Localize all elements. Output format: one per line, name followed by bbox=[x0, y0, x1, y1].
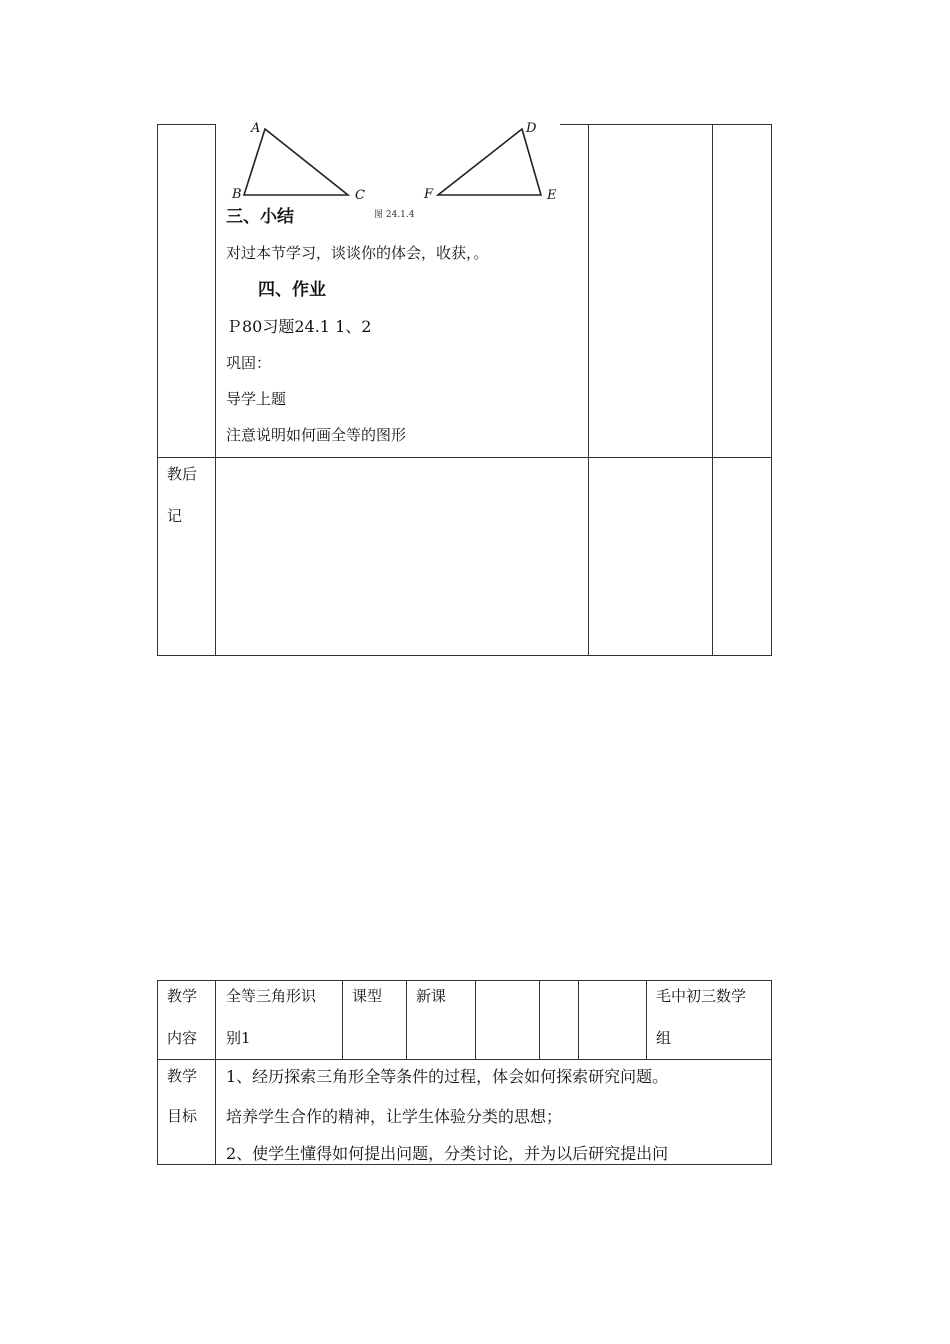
table-col-divider-1 bbox=[215, 124, 216, 656]
table2-row-divider bbox=[157, 1059, 772, 1060]
triangle-dfe bbox=[438, 129, 541, 195]
group-line1: 毛中初三数学 bbox=[656, 987, 747, 1005]
vertex-label-e: E bbox=[547, 188, 557, 203]
table2-col-divider-2 bbox=[342, 980, 343, 1060]
table2-col-divider-7 bbox=[646, 980, 647, 1060]
content-label-line1: 教学 bbox=[167, 987, 198, 1005]
table2-col-divider-6 bbox=[578, 980, 579, 1060]
reflection-label-line1: 教后 bbox=[167, 465, 198, 483]
table2-border-right bbox=[771, 980, 772, 1165]
goal-line2: 培养学生合作的精神，让学生体验分类的思想； bbox=[226, 1107, 563, 1126]
consolidate-label: 巩固： bbox=[226, 354, 272, 372]
table2-col-divider-5 bbox=[539, 980, 540, 1060]
table-col-divider-2 bbox=[588, 124, 589, 656]
table2-border-bottom bbox=[157, 1164, 772, 1165]
vertex-label-d: D bbox=[526, 121, 537, 136]
goal-label-line2: 目标 bbox=[167, 1107, 198, 1125]
congruent-triangles-figure bbox=[225, 118, 565, 208]
figure-caption: 图 24.1.4 bbox=[374, 210, 415, 220]
vertex-label-a: A bbox=[251, 121, 261, 136]
table2-border-top bbox=[157, 980, 772, 981]
homework-text: Ｐ80习题24.1 1、2 bbox=[226, 317, 372, 336]
table-col-divider-3 bbox=[712, 124, 713, 656]
topic-line1: 全等三角形识 bbox=[226, 987, 317, 1005]
table2-col-divider-3 bbox=[406, 980, 407, 1060]
table2-col-divider-label bbox=[215, 980, 216, 1165]
goal-label-line1: 教学 bbox=[167, 1067, 198, 1085]
note-text: 注意说明如何画全等的图形 bbox=[226, 426, 407, 444]
table-border-top-right bbox=[560, 124, 772, 125]
triangle-abc bbox=[244, 129, 348, 195]
goal-line1: 1、经历探索三角形全等条件的过程，体会如何探索研究问题。 bbox=[226, 1067, 669, 1086]
vertex-label-f: F bbox=[424, 187, 434, 202]
vertex-label-c: C bbox=[355, 188, 365, 203]
table-row-divider bbox=[157, 457, 772, 458]
table-border-left bbox=[157, 124, 158, 656]
summary-heading: 三、小结 bbox=[226, 207, 294, 227]
lesson-type-value: 新课 bbox=[416, 987, 447, 1005]
topic-line2: 别1 bbox=[226, 1029, 251, 1047]
table-border-right bbox=[771, 124, 772, 656]
reflection-label-line2: 记 bbox=[167, 507, 183, 525]
guide-text: 导学上题 bbox=[226, 390, 287, 408]
table-border-bottom bbox=[157, 655, 772, 656]
vertex-label-b: B bbox=[232, 187, 242, 202]
table2-col-divider-4 bbox=[475, 980, 476, 1060]
content-label-line2: 内容 bbox=[167, 1029, 198, 1047]
lesson-type-label: 课型 bbox=[352, 987, 383, 1005]
summary-text: 对过本节学习，谈谈你的体会，收获，。 bbox=[226, 244, 489, 262]
homework-heading: 四、作业 bbox=[258, 280, 326, 300]
table2-border-left bbox=[157, 980, 158, 1165]
goal-line3: 2、使学生懂得如何提出问题，分类讨论，并为以后研究提出问 bbox=[226, 1144, 669, 1163]
group-line2: 组 bbox=[656, 1029, 672, 1047]
table-border-top-left bbox=[157, 124, 215, 125]
